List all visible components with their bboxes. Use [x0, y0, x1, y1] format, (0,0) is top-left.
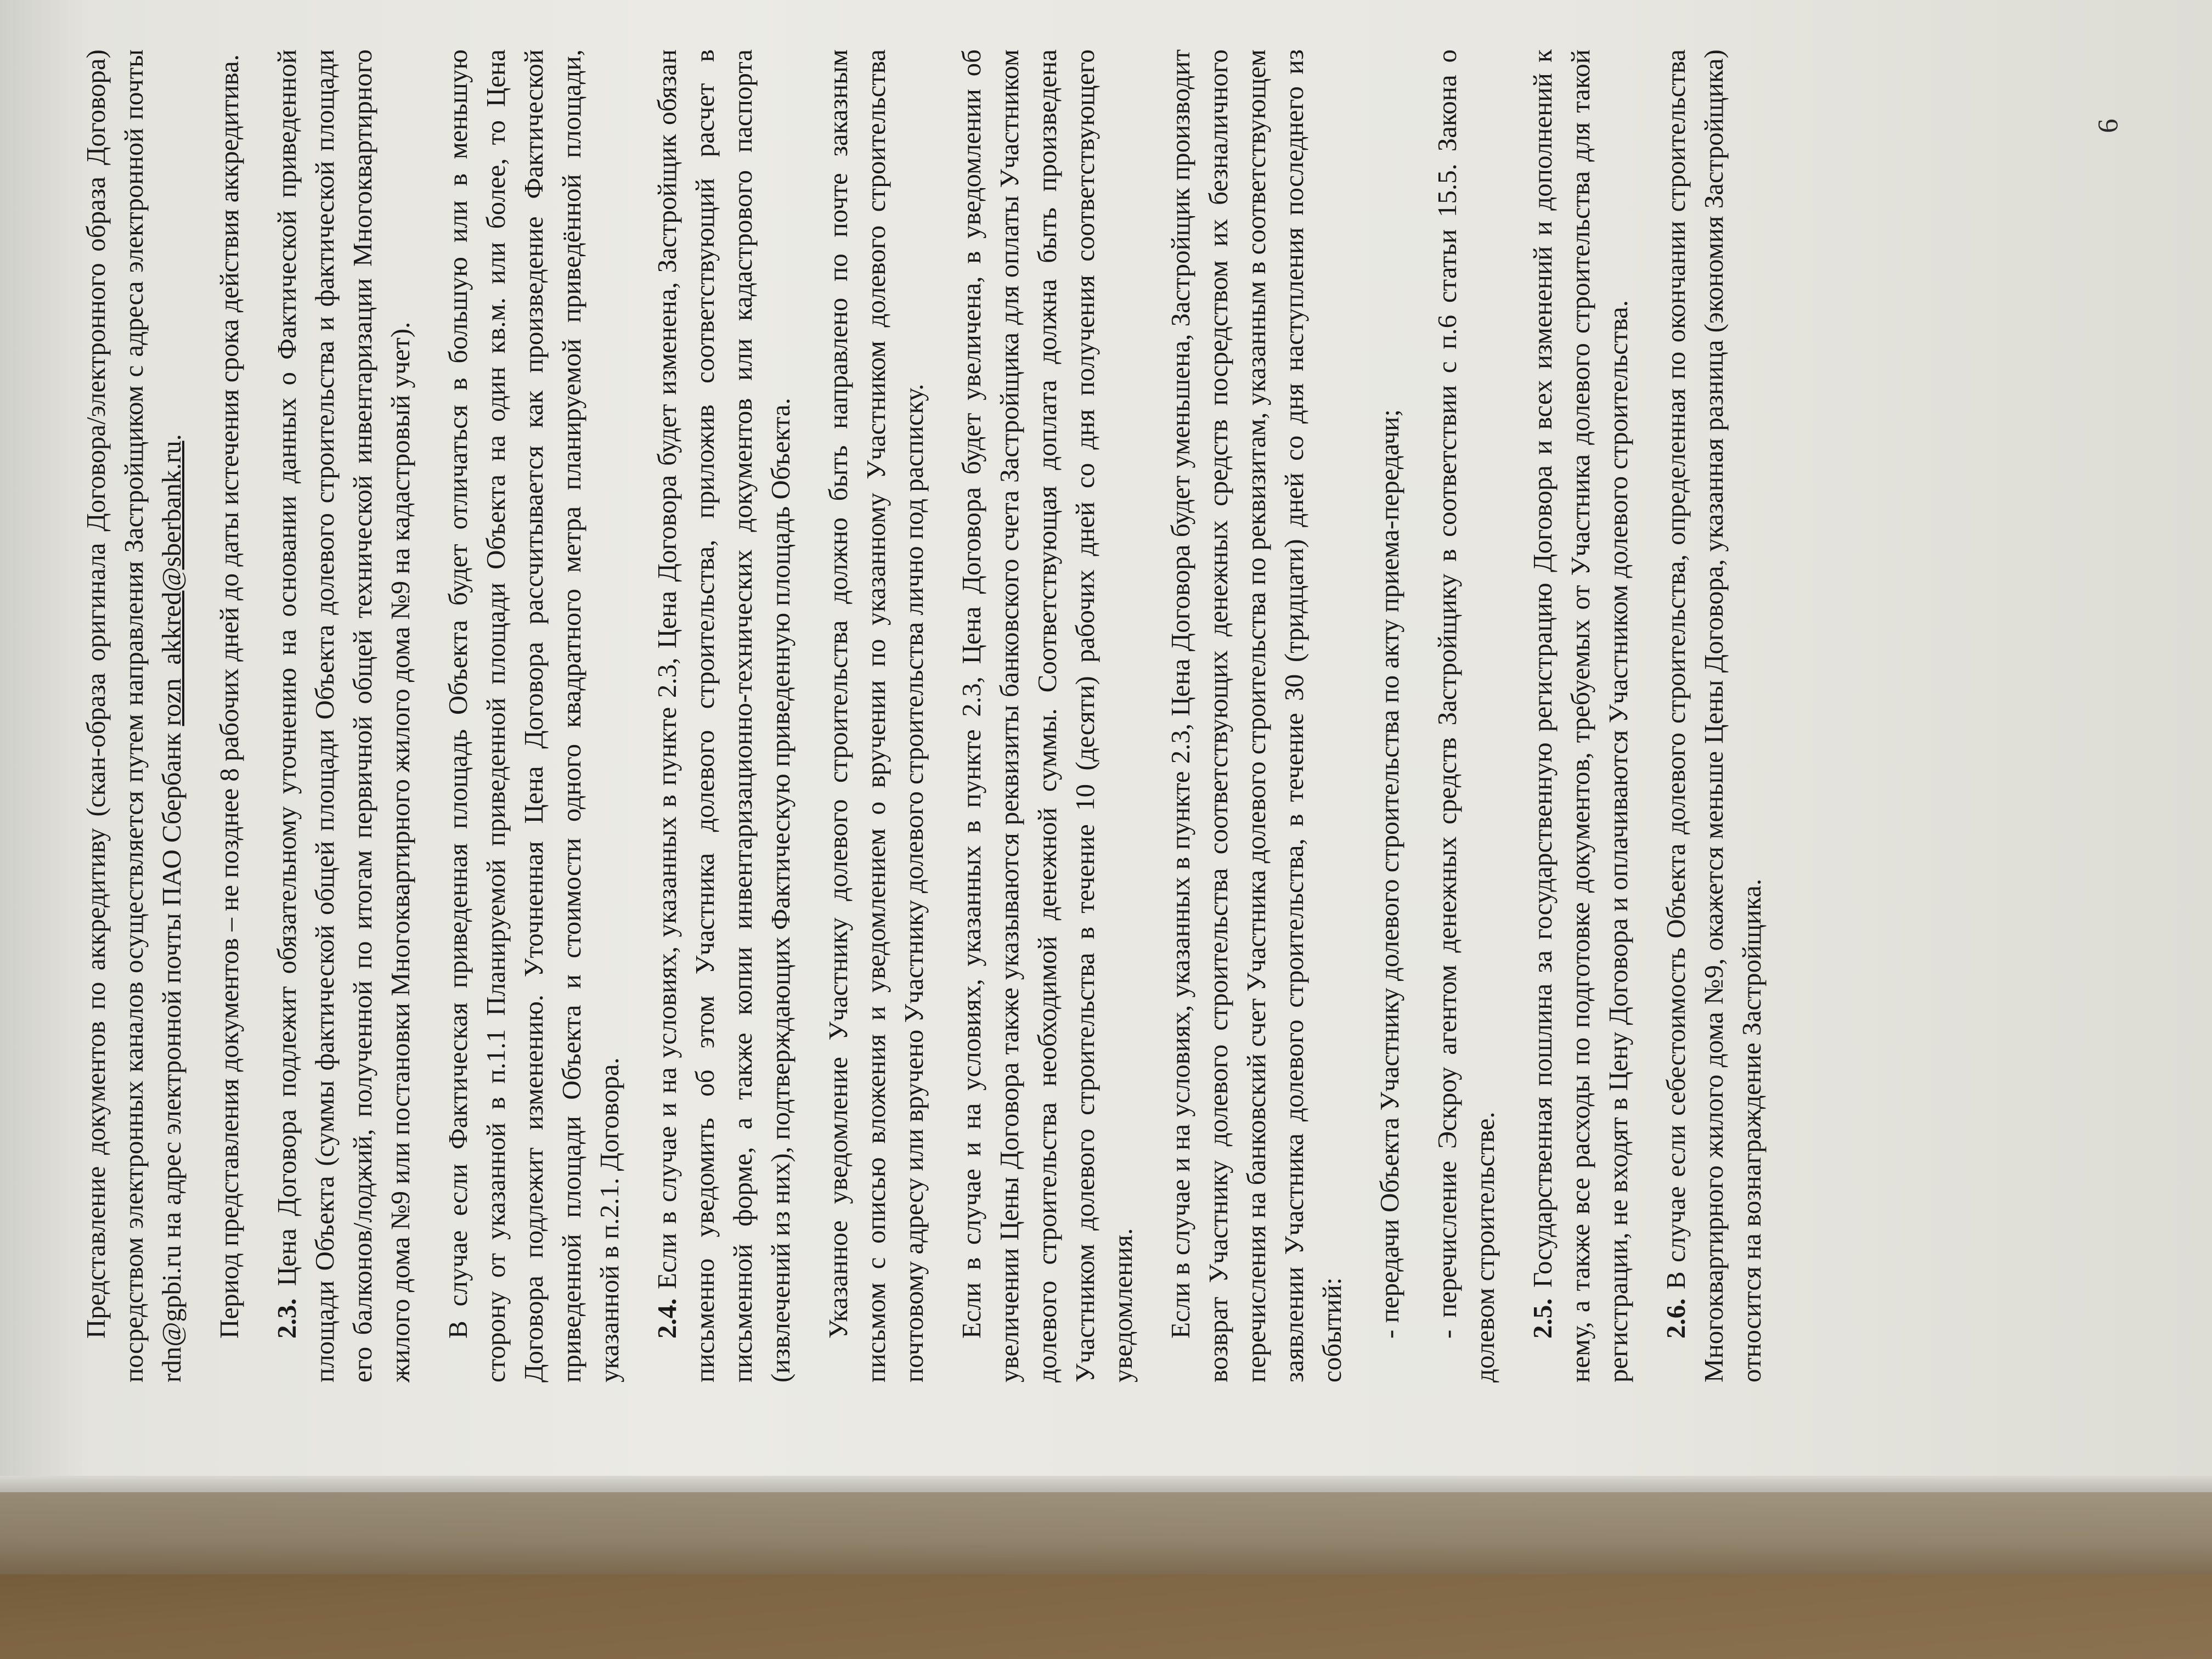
paragraph-2-3 [268, 49, 419, 1383]
paragraph-text: В случае если Фактическая приведенная площадь Объекта будет отличаться в большую или в меньшую сторону от указанной в п.1.1 Планируемой приведенной площади Объекта на один кв.м. или более, то Цена Договора подлежит изменению. Уточненная Цена Договора рассчитывается как произведение Фактической приведенной площади Объекта и стоимости одного квадратного метра планируемой приведённой площади, указанной в п.2.1. Договора. [443, 49, 624, 1383]
paragraph-submission-period [210, 49, 248, 1383]
paragraph-text: Если в случае и на условиях, указанных в пункте 2.3, Цена Договора будет изменена, Застройщик обязан письменно уведомить об этом Участника долевого строительства, приложив соответствующий расчет в письменной форме, а также копии инвентаризационно-технических документов или кадастрового паспорта (извлечений из них), подтверждающих Фактическую приведенную площадь Объекта. [652, 49, 795, 1383]
paragraph-text: Если в случае и на условиях, указанных в пункте 2.3, Цена Договора будет увеличена, в уведомлении об увеличении Цены Договора также указываются реквизиты банковского счета Застройщика для оплаты Участником долевого строительства необходимой денежной суммы. Соответствующая доплата должна быть произведена Участником долевого строительства в течение 10 (десяти) рабочих дней со дня получения соответствующего уведомления. [956, 49, 1138, 1383]
paragraph-text: В случае если себестоимость Объекта долевого строительства, определенная по окончании строительства Многоквартирного жилого дома №9, окажется меньше Цены Договора, указанная разница (экономия Застройщика) относится на вознаграждение Застройщика. [1661, 49, 1767, 1383]
page-number: 6 [2092, 119, 2124, 133]
paragraph-text: Период представления документов – не позднее 8 рабочих дней до даты истечения срока действия аккредитива. [214, 54, 244, 1339]
paragraph-text: - передачи Объекта Участнику долевого строительства по акту приема-передачи; [1374, 409, 1404, 1339]
paragraph-text: Цена Договора подлежит обязательному уточнению на основании данных о Фактической приведенной площади Объекта (суммы фактической общей площади Объекта долевого строительства и фактической площади его балконов/лоджий, полученной по итогам первичной общей технической инвентаризации Многоквартирного жилого дома №9 или постановки Многоквартирного жилого дома №9 на кадастровый учет). [272, 49, 415, 1383]
paragraph-letter-of-credit-docs [77, 49, 190, 1383]
paragraph-text: Указанное уведомление Участнику долевого строительства должно быть направлено по почте заказным письмом с описью вложения и уведомлением о вручении по указанному Участником долевого строительства почтовому адресу или вручено Участнику долевого строительства лично под расписку. [823, 49, 929, 1383]
list-item-escrow [1428, 49, 1504, 1383]
paragraph-tail: . [156, 434, 187, 441]
paragraph-area-difference [439, 49, 628, 1383]
email-link[interactable]: rozn_akkred@sberbank.ru [156, 441, 187, 726]
paragraph-text: Государственная пошлина за государственную регистрацию Договора и всех изменений и дополнений к нему, а также все расходы по подготовке документов, требуемых от Участника долевого строительства для такой регистрации, не входят в Цену Договора и оплачиваются Участником долевого строительства. [1527, 49, 1633, 1383]
clause-number: 2.6. [1661, 1298, 1691, 1339]
next-page-edge [0, 1492, 2212, 1575]
paper-edge [0, 1476, 2212, 1492]
paragraph-2-6 [1657, 49, 1770, 1383]
paragraph-text: Представление документов по аккредитиву (скан-образа оригинала Договора/электронного образа Договора) посредством электронных каналов осуществляется путем направления Застройщиком с адреса электронной почты rdn@gpbi.ru на адрес электронной почты ПАО Сбербанк [81, 49, 187, 1383]
page-body [77, 49, 1953, 1383]
paragraph-price-increase [952, 49, 1142, 1383]
clause-number: 2.5. [1527, 1298, 1558, 1339]
list-item-transfer [1370, 49, 1408, 1383]
paragraph-price-decrease [1161, 49, 1351, 1383]
paragraph-text: Если в случае и на условиях, указанных в пункте 2.3, Цена Договора будет уменьшена, Застройщик производит возврат Участнику долевого строительства соответствующих денежных средств посредством их безналичного перечисления на банковский счет Участника долевого строительства по реквизитам, указанным в соответствующем заявлении Участника долевого строительства, в течение 30 (тридцати) дней со дня наступления последнего из событий: [1165, 49, 1347, 1383]
binder-fold [0, 1492, 2212, 1659]
paragraph-text: - перечисление Эскроу агентом денежных средств Застройщику в соответствии с п.6 статьи 15.5. Закона о долевом строительстве. [1432, 49, 1500, 1383]
paragraph-2-5 [1523, 49, 1637, 1383]
clause-number: 2.4. [652, 1298, 682, 1339]
paragraph-notice-delivery [819, 49, 933, 1383]
clause-number: 2.3. [272, 1298, 302, 1339]
paragraph-2-4 [648, 49, 799, 1383]
